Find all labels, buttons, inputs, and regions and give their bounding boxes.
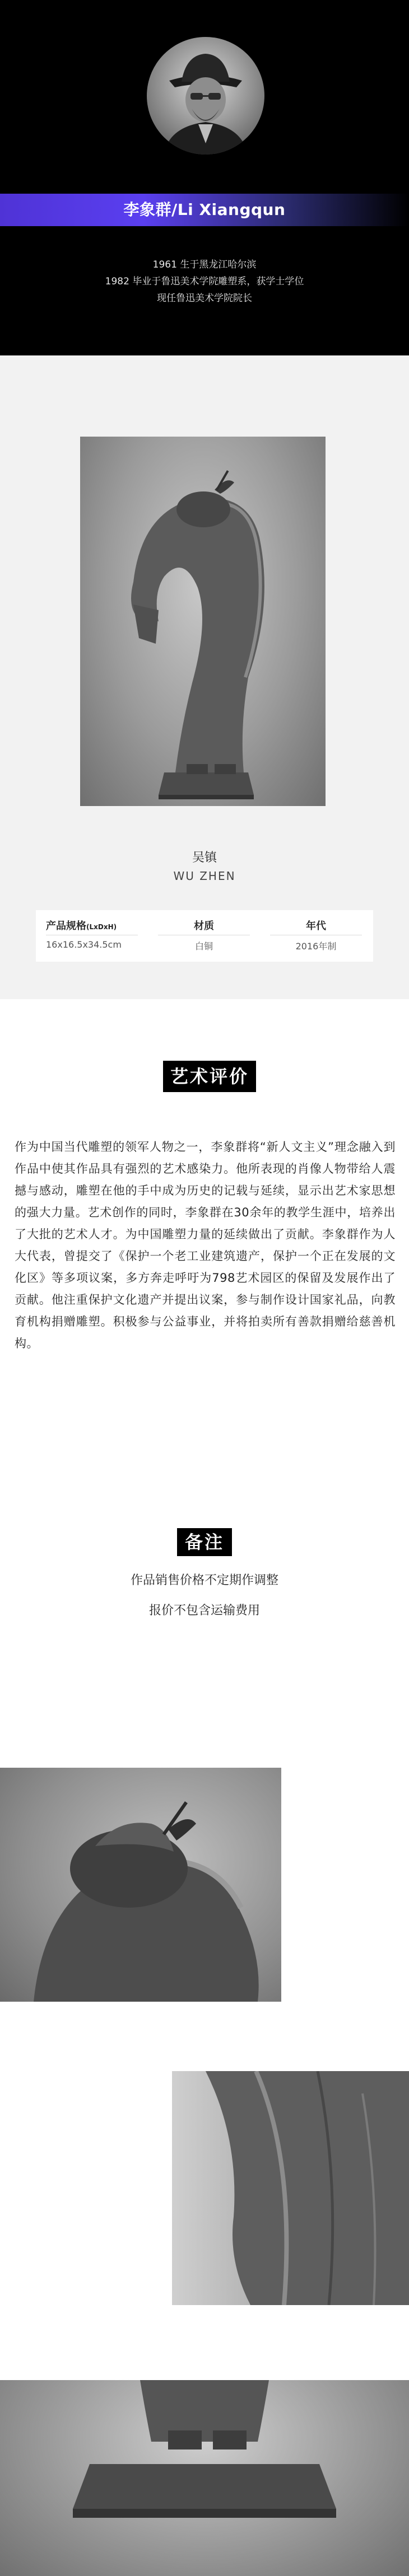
spec-year xyxy=(260,910,372,962)
review-title: 艺术评价 xyxy=(163,1061,256,1092)
note-shipping-excluded: 报价不包含运输费用 xyxy=(148,1604,260,1618)
spec-material-value: 白铜 xyxy=(194,941,213,952)
detail-photo-robe xyxy=(172,2071,409,2305)
sculpture-head-detail-icon xyxy=(0,1768,281,2002)
sculpture-base-detail-icon xyxy=(0,2380,409,2576)
spec-size-label xyxy=(36,918,158,933)
notes-title: 备注 xyxy=(177,1528,232,1556)
bio-line-position: 现任鲁迅美术学院院长 xyxy=(157,293,252,304)
artwork-title-en: WU ZHEN xyxy=(173,869,236,883)
spec-size-label-text: 产品规格 xyxy=(46,920,86,932)
spec-size-value: 16x16.5x34.5cm xyxy=(46,939,122,950)
spec-size xyxy=(36,910,148,962)
review-text: 作为中国当代雕塑的领军人物之一，李象群将“新人文主义”理念融入到作品中使其作品具有强烈的艺术感染力。他所表现的肖像人物带给人震撼与感动，雕塑在他的手中成为历史的记载与延续，显示出艺术家思想的强大力量。艺术创作的同时，李象群在30余年的教学生涯中，培养出了大批的艺术人才。为中国雕塑力量的延续做出了贡献。李象群作为人大代表，曾提交了《保护一个老工业建筑遗产，保护一个正在发展的文化区》等多项议案，多方奔走呼吁为798艺术园区的保留及发展作出了贡献。他注重保护文化遗产并提出议案，参与制作设计国家礼品，向教育机构捐赠雕塑。积极参与公益事业，并将拍卖所有善款捐赠给慈善机构。 xyxy=(15,1140,396,1350)
artwork-photo xyxy=(80,437,326,806)
note-price-adjustment: 作品销售价格不定期作调整 xyxy=(130,1573,278,1587)
spec-year-value: 2016年制 xyxy=(295,941,337,952)
avatar-portrait-icon xyxy=(147,37,264,154)
spec-material-label: 材质 xyxy=(194,920,214,932)
bio-line-birth: 1961 生于黑龙江哈尔滨 xyxy=(152,259,257,270)
spec-table xyxy=(36,910,373,962)
spec-size-label-unit: (LxDxH) xyxy=(86,923,117,931)
detail-photo-head xyxy=(0,1768,281,2002)
spec-year-label: 年代 xyxy=(306,920,326,932)
spec-material xyxy=(148,910,260,962)
sculpture-robe-detail-icon xyxy=(172,2071,409,2305)
artwork-title-cn: 吴镇 xyxy=(192,851,217,865)
artist-avatar xyxy=(147,37,264,154)
detail-photo-base xyxy=(0,2380,409,2576)
sculpture-icon xyxy=(80,437,326,806)
artist-name: 李象群/Li Xiangqun xyxy=(123,200,286,219)
bio-line-education: 1982 毕业于鲁迅美术学院雕塑系，获学士学位 xyxy=(105,276,304,287)
